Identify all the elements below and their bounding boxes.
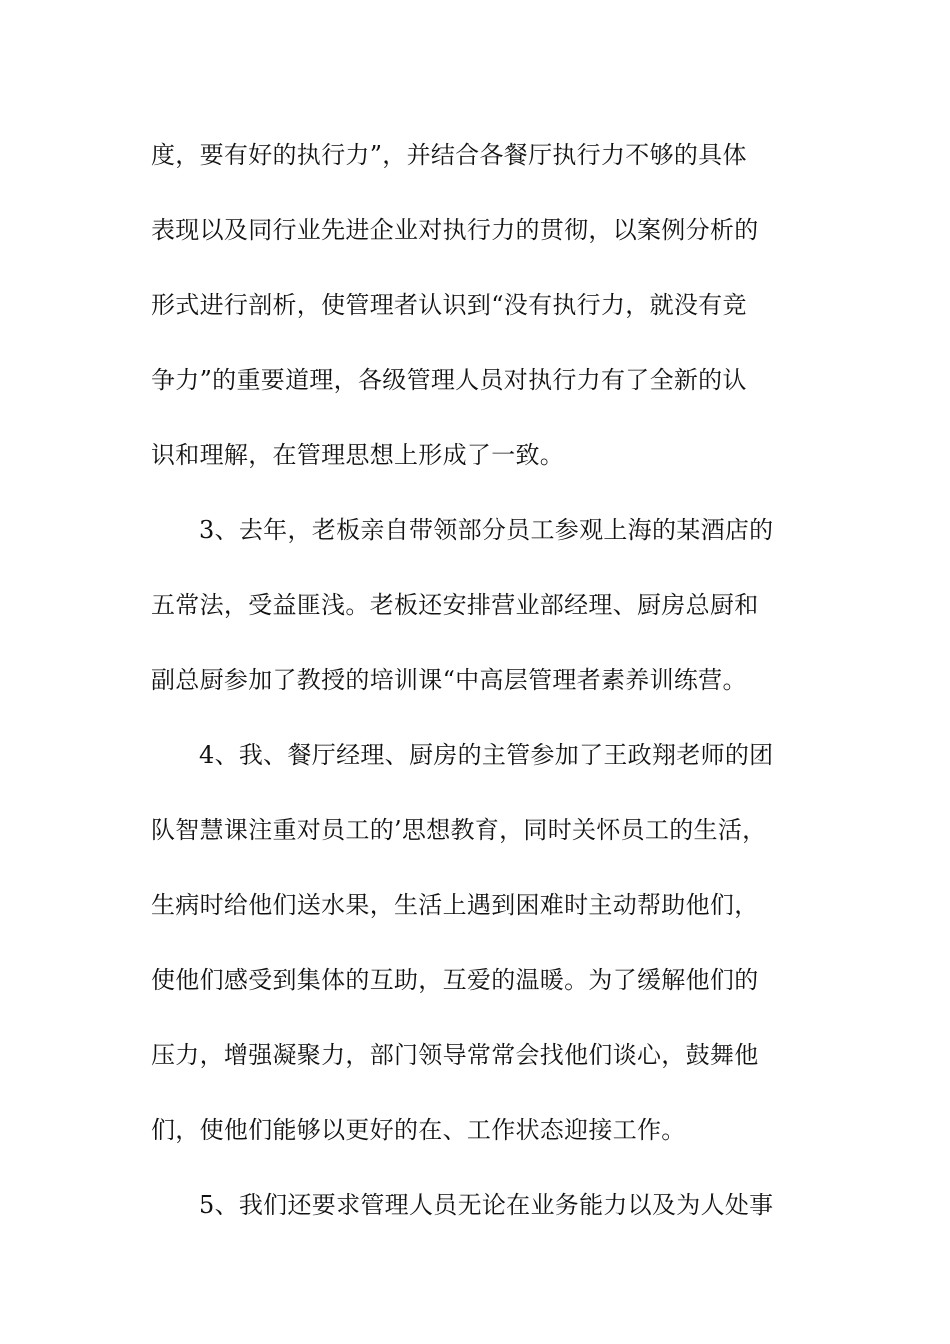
text-line: 识和理解，在管理思想上形成了一致。 [151,441,565,469]
text-line: 使他们感受到集体的互助，互爱的温暖。为了缓解他们的 [151,966,759,994]
text-line: 五常法，受益匪浅。老板还安排营业部经理、厨房总厨和 [151,591,759,619]
text-line: 队智慧课注重对员工的’思想教育，同时关怀员工的生活， [151,816,767,844]
text-line: 表现以及同行业先进企业对执行力的贯彻，以案例分析的 [151,216,759,244]
text-line: 生病时给他们送水果，生活上遇到困难时主动帮助他们， [151,891,759,919]
text-line: 度，要有好的执行力”，并结合各餐厅执行力不够的具体 [151,141,747,169]
paragraph-5-start: 5、我们还要求管理人员无论在业务能力以及为人处事 [199,1191,774,1219]
text-line: 争力”的重要道理，各级管理人员对执行力有了全新的认 [151,366,747,394]
text-line: 形式进行剖析，使管理者认识到“没有执行力，就没有竞 [151,291,747,319]
paragraph-4-start: 4、我、餐厅经理、厨房的主管参加了王政翔老师的团 [199,741,774,769]
text-line: 副总厨参加了教授的培训课“中高层管理者素养训练营。 [151,666,747,694]
text-line: 压力，增强凝聚力，部门领导常常会找他们谈心，鼓舞他 [151,1041,759,1069]
paragraph-3-start: 3、去年，老板亲自带领部分员工参观上海的某酒店的 [199,516,774,544]
document-body [151,118,811,1243]
text-line: 们，使他们能够以更好的在、工作状态迎接工作。 [151,1116,686,1144]
